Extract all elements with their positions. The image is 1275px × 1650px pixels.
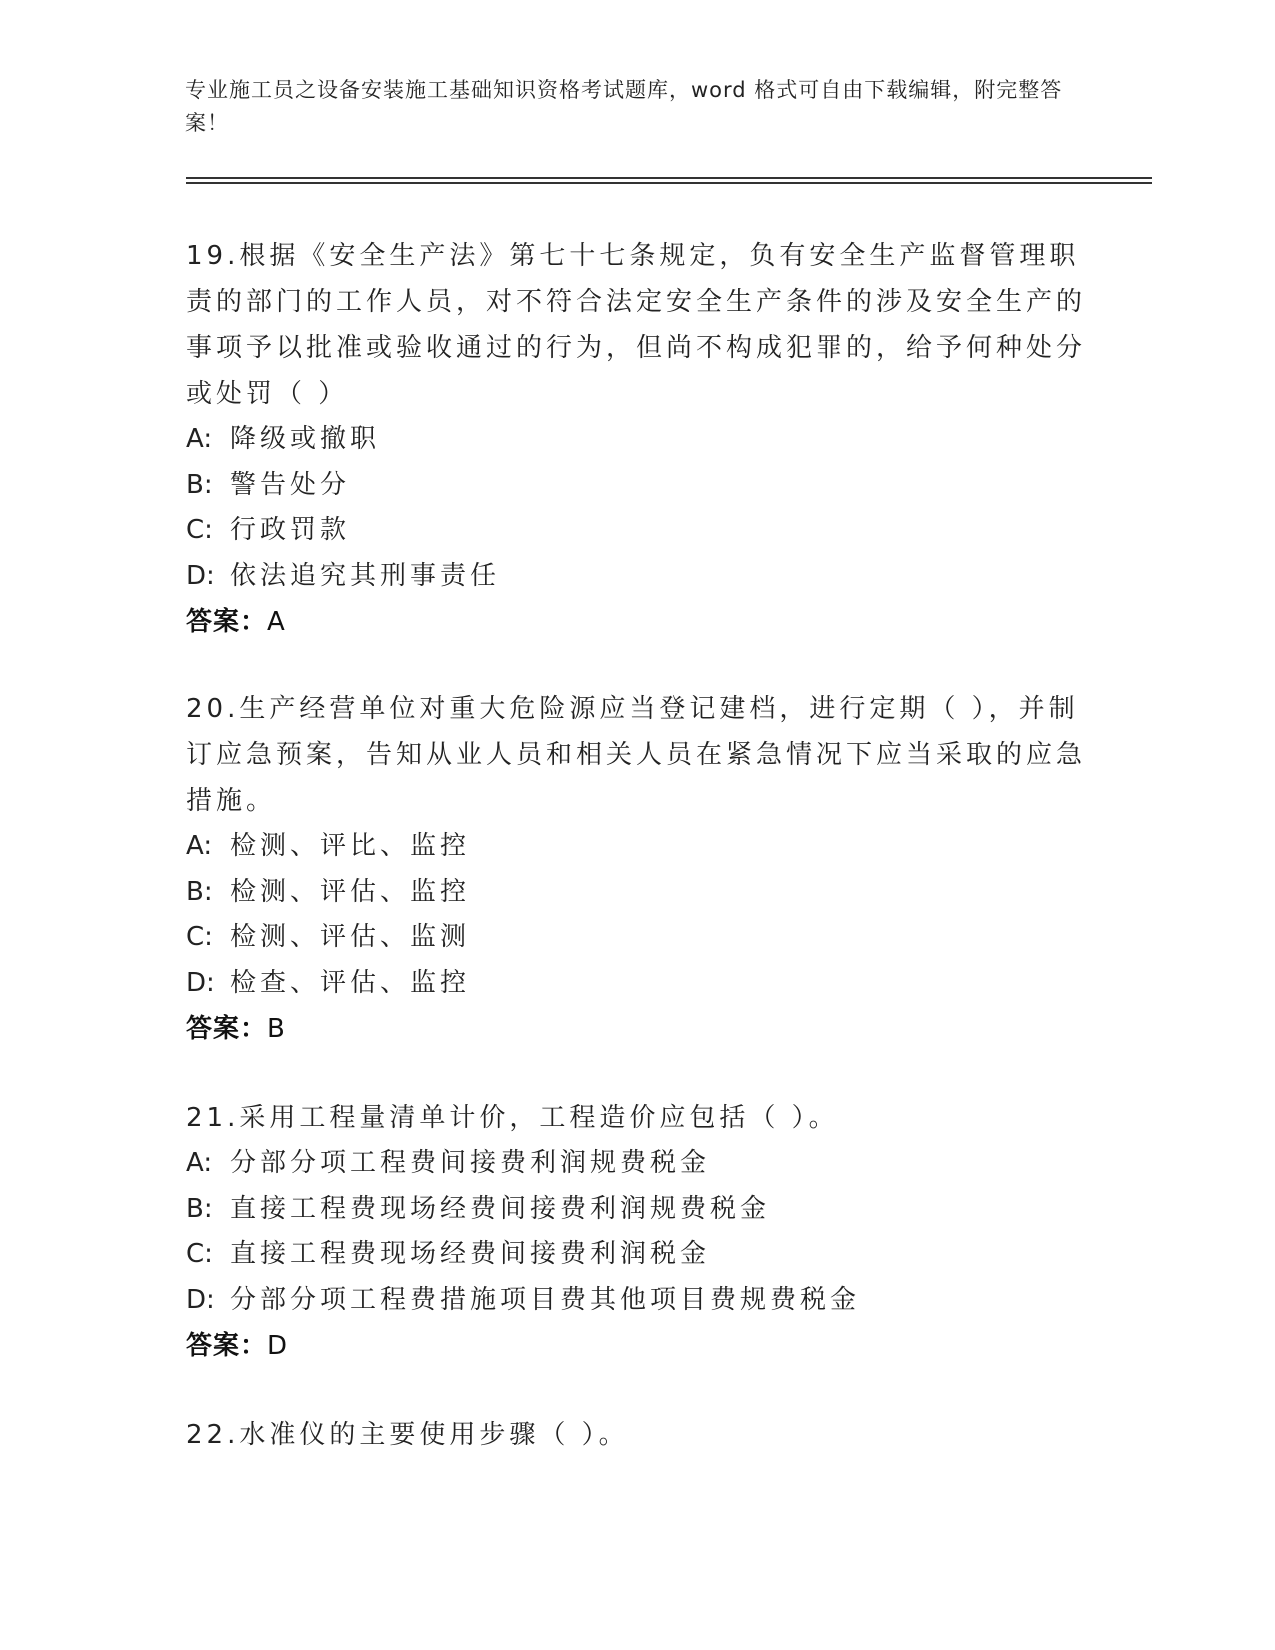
question-text: 21.采用工程量清单计价，工程造价应包括（ ）。 (186, 1103, 839, 1133)
option-text: 检测、评估、监控 (230, 876, 471, 907)
option-letter: B: (186, 1193, 213, 1224)
option-letter: C: (186, 1239, 213, 1269)
option-a (186, 1141, 1086, 1187)
question-text: 22.水准仪的主要使用步骤（ ）。 (186, 1420, 629, 1450)
option-text: 检查、评估、监控 (230, 967, 471, 998)
answer-value: B (267, 1014, 286, 1044)
option-text: 行政罚款 (230, 515, 351, 545)
option-c (186, 508, 1086, 554)
option-text: 降级或撤职 (230, 424, 381, 454)
option-d (186, 961, 1086, 1007)
option-a (186, 824, 1086, 870)
option-text: 直接工程费现场经费间接费利润税金 (230, 1239, 711, 1269)
option-text: 直接工程费现场经费间接费利润规费税金 (230, 1193, 771, 1224)
option-letter: A: (186, 831, 213, 861)
answer-line (186, 1323, 1086, 1369)
answer-label: 答案： (186, 1331, 268, 1361)
option-b (186, 870, 1086, 916)
option-text: 检测、评比、监控 (230, 831, 471, 861)
option-letter: C: (186, 922, 213, 952)
answer-value: A (267, 607, 286, 637)
answer-value: D (267, 1331, 289, 1361)
option-text: 检测、评估、监测 (230, 922, 471, 952)
answer-line (186, 1006, 1086, 1052)
header-divider-bottom (186, 182, 1152, 184)
option-text: 依法追究其刑事责任 (230, 560, 501, 591)
option-letter: B: (186, 876, 213, 907)
option-letter: A: (186, 424, 213, 454)
option-c (186, 1232, 1086, 1278)
option-text: 分部分项工程费间接费利润规费税金 (230, 1148, 711, 1178)
option-text: 警告处分 (230, 469, 351, 500)
question-19 (186, 233, 1086, 645)
option-letter: A: (186, 1148, 213, 1178)
option-d (186, 554, 1086, 600)
question-text: 19.根据《安全生产法》第七十七条规定，负有安全生产监督管理职责的部门的工作人员，对不符合法定安全生产条件的涉及安全生产的事项予以批准或验收通过的行为，但尚不构成犯罪的，给予何种处分或处罚（ ） (186, 241, 1087, 409)
option-letter: D: (186, 1284, 215, 1315)
option-letter: D: (186, 967, 215, 998)
option-b (186, 463, 1086, 509)
question-21 (186, 1095, 1086, 1369)
option-letter: B: (186, 469, 213, 500)
option-b (186, 1187, 1086, 1233)
header-divider-top (186, 177, 1152, 179)
option-text: 分部分项工程费措施项目费其他项目费规费税金 (230, 1284, 861, 1315)
option-letter: D: (186, 560, 215, 591)
answer-label: 答案： (186, 1014, 268, 1044)
answer-line (186, 599, 1086, 645)
option-c (186, 915, 1086, 961)
question-22 (186, 1412, 1086, 1458)
option-d (186, 1278, 1086, 1324)
option-letter: C: (186, 515, 213, 545)
page-header: 专业施工员之设备安装施工基础知识资格考试题库，word 格式可自由下载编辑，附完整答案！ (185, 78, 1063, 135)
question-text: 20.生产经营单位对重大危险源应当登记建档，进行定期（ ），并制订应急预案，告知从业人员和相关人员在紧急情况下应当采取的应急措施。 (186, 694, 1087, 816)
answer-label: 答案： (186, 607, 268, 637)
question-20 (186, 686, 1086, 1052)
option-a (186, 417, 1086, 463)
